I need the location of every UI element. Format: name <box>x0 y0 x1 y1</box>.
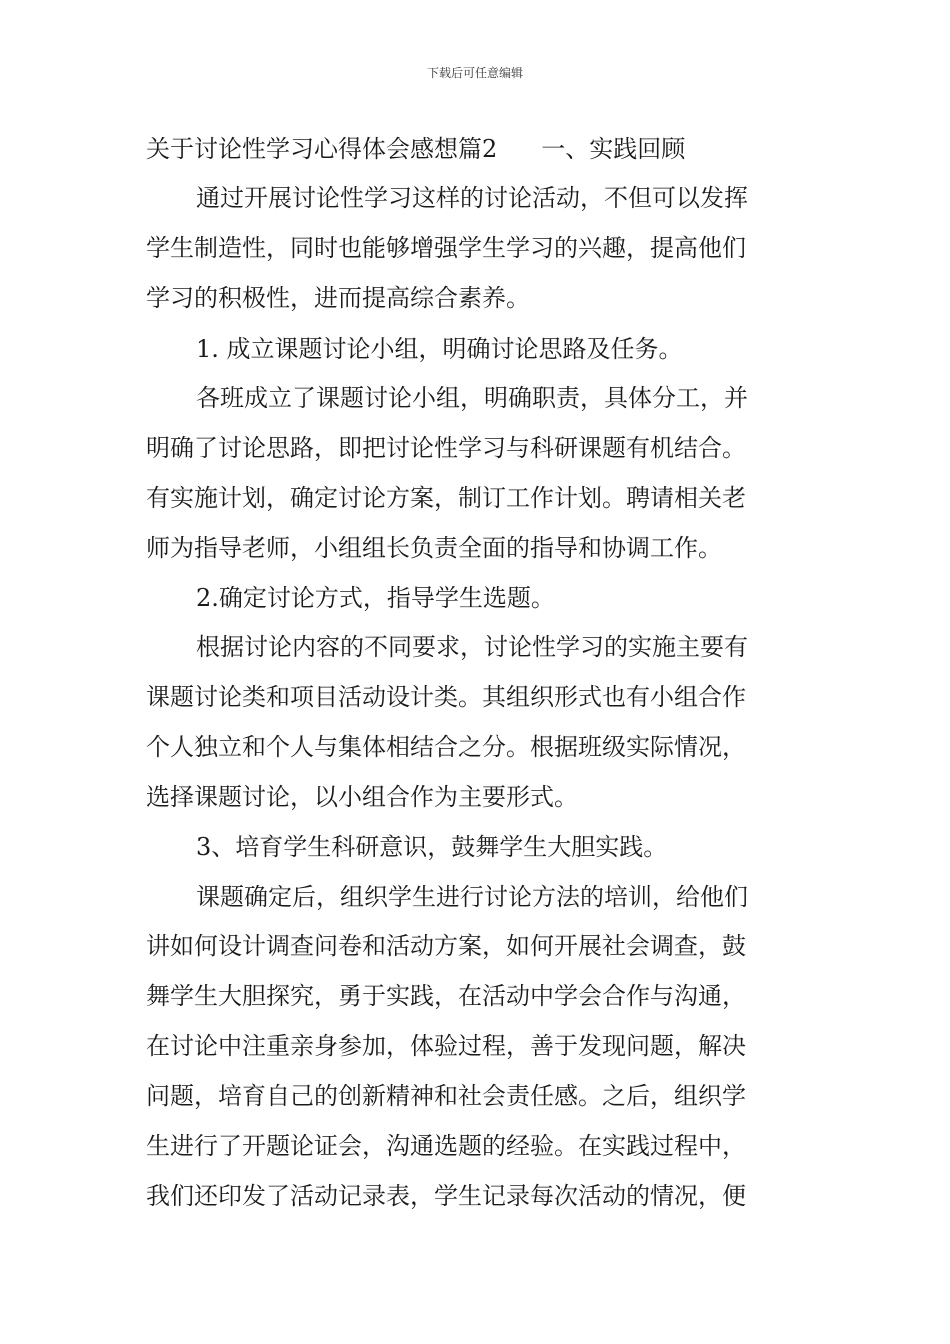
body-line: 有实施计划，确定讨论方案，制订工作计划。聘请相关老 <box>146 484 746 512</box>
body-line: 我们还印发了活动记录表，学生记录每次活动的情况，便 <box>146 1182 746 1210</box>
subheading-line: 3、培育学生科研意识，鼓舞学生大胆实践。 <box>196 833 668 861</box>
body-line: 课题确定后，组织学生进行讨论方法的培训，给他们 <box>196 883 748 911</box>
title-line <box>146 133 685 165</box>
body-line: 课题讨论类和项目活动设计类。其组织形式也有小组合作 <box>146 683 746 711</box>
subheading-line: 1. 成立课题讨论小组，明确讨论思路及任务。 <box>196 335 683 363</box>
body-line: 生进行了开题论证会，沟通选题的经验。在实践过程中， <box>146 1132 746 1160</box>
body-line: 选择课题讨论，以小组合作为主要形式。 <box>146 783 578 811</box>
body-line: 学习的积极性，进而提高综合素养。 <box>146 284 530 312</box>
body-line: 问题，培育自己的创新精神和社会责任感。之后，组织学 <box>146 1082 746 1110</box>
page-header: 下载后可任意编辑 <box>426 66 523 80</box>
body-line: 根据讨论内容的不同要求，讨论性学习的实施主要有 <box>196 633 748 661</box>
section-heading: 一、实践回顾 <box>541 135 686 163</box>
body-line: 师为指导老师，小组组长负责全面的指导和协调工作。 <box>146 534 722 562</box>
body-line: 在讨论中注重亲身参加，体验过程，善于发现问题，解决 <box>146 1032 746 1060</box>
body-line: 舞学生大胆探究，勇于实践，在活动中学会合作与沟通， <box>146 982 746 1010</box>
document-title: 关于讨论性学习心得体会感想篇2 <box>146 135 498 163</box>
body-line: 通过开展讨论性学习这样的讨论活动，不但可以发挥 <box>196 184 748 212</box>
body-line: 明确了讨论思路，即把讨论性学习与科研课题有机结合。 <box>146 434 746 462</box>
body-line: 讲如何设计调查问卷和活动方案，如何开展社会调查，鼓 <box>146 932 746 960</box>
body-line: 个人独立和个人与集体相结合之分。根据班级实际情况， <box>146 733 746 761</box>
body-line: 各班成立了课题讨论小组，明确职责，具体分工，并 <box>196 384 748 412</box>
body-line: 学生制造性，同时也能够增强学生学习的兴趣，提高他们 <box>146 234 746 262</box>
subheading-line: 2.确定讨论方式，指导学生选题。 <box>196 584 555 612</box>
